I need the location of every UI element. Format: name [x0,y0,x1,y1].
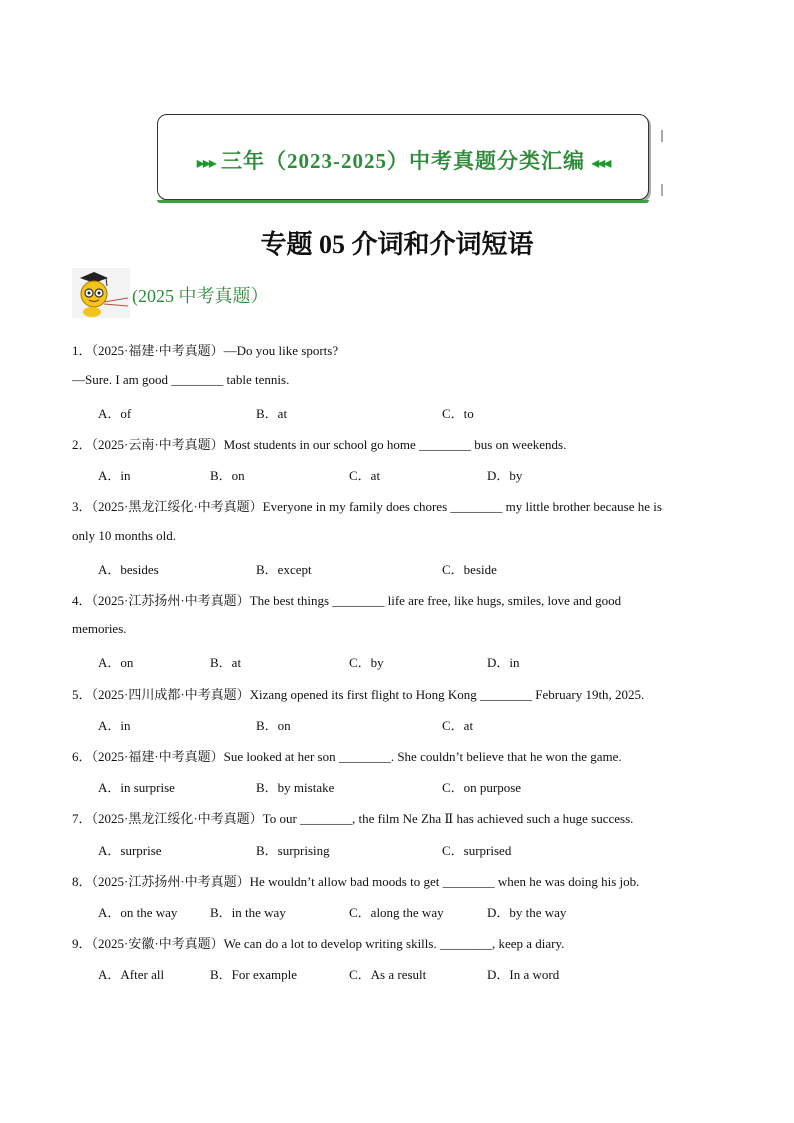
answer-option: C．beside [442,562,497,577]
arrow-left-icon: ◂◂◂ [591,155,610,172]
answer-option: C．at [349,468,381,483]
page-title: 专题 05 介词和介词短语 [260,230,534,259]
answer-option: B．except [256,562,312,577]
banner-underline [157,200,649,203]
question-text: 5．（2025·四川成都·中考真题）Xizang opened its first flight to Hong Kong ________ February 19th, 2025. [72,687,645,702]
answer-option: B．at [210,655,242,670]
question-text: 1．（2025·福建·中考真题）—Do you like sports? [72,343,339,358]
banner-text-row [158,145,648,175]
answer-option: B．on [256,718,291,733]
answer-option: A．After all [98,967,165,982]
answer-option: C．at [442,718,474,733]
margin-tick [661,130,663,142]
question-text: 2．（2025·云南·中考真题）Most students in our school go home ________ bus on weekends. [72,437,567,452]
question-text: 4．（2025·江苏扬州·中考真题）The best things ________ life are free, like hugs, smiles, love and good [72,593,622,608]
answer-option: C．As a result [349,967,427,982]
answer-option: C．along the way [349,905,444,920]
question-text: only 10 months old. [72,528,177,543]
section-label: (2025 中考真题） [132,286,269,306]
answer-option: A．of [98,406,132,421]
question-text: memories. [72,621,127,636]
answer-option: C．to [442,406,474,421]
question-text: 7．（2025·黑龙江绥化·中考真题）To our ________, the film Ne Zha Ⅱ has achieved such a huge success. [72,811,634,826]
answer-option: C．on purpose [442,780,522,795]
answer-option: B．at [256,406,288,421]
question-text: 8．（2025·江苏扬州·中考真题）He wouldn’t allow bad moods to get ________ when he was doing his job. [72,874,640,889]
answer-option: A．in [98,468,131,483]
header-banner [157,114,649,200]
answer-option: A．surprise [98,843,162,858]
answer-option: D．In a word [487,967,560,982]
question-text: 6．（2025·福建·中考真题）Sue looked at her son ________. She couldn’t believe that he won the game. [72,749,622,764]
answer-option: B．For example [210,967,298,982]
arrow-right-icon: ▸▸▸ [196,155,215,172]
answer-option: D．in [487,655,520,670]
banner-title: 三年（2023-2025）中考真题分类汇编 [221,149,585,173]
answer-option: C．surprised [442,843,512,858]
question-text: —Sure. I am good ________ table tennis. [72,372,290,387]
answer-option: B．by mistake [256,780,335,795]
answer-option: D．by the way [487,905,567,920]
answer-option: B．surprising [256,843,330,858]
answer-option: B．on [210,468,245,483]
answer-option: A．in [98,718,131,733]
question-text: 3．（2025·黑龙江绥化·中考真题）Everyone in my family does chores ________ my little brother because he is [72,499,662,514]
question-text: 9．（2025·安徽·中考真题）We can do a lot to develop writing skills. ________, keep a diary. [72,936,565,951]
margin-tick [661,184,663,196]
answer-option: A．on [98,655,134,670]
answer-option: A．on the way [98,905,178,920]
answer-option: A．in surprise [98,780,175,795]
answer-option: D．by [487,468,523,483]
answer-option: B．in the way [210,905,286,920]
answer-option: A．besides [98,562,159,577]
mascot-icon [72,268,130,318]
answer-option: C．by [349,655,384,670]
